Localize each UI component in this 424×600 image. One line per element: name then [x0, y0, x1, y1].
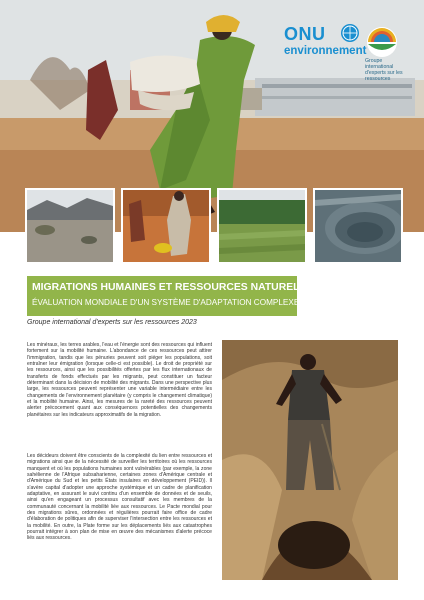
onu-logo-subtext: environnement: [284, 45, 367, 57]
author-line: Groupe international d'experts sur les ressources 2023: [27, 319, 197, 326]
paragraph-2: Les décideurs doivent être conscients de la complexité du lien entre ressources et migrations ainsi que de la nécessité de surveiller les territoires où les ressources manquent et où les populations humaines sont vulnérables (par exemple, la zone sahélienne de l'Afrique subsaharienne, certaines zones d'Amérique centrale et d'Amérique du Sud et les petits États insulaires en développement (PEID)). Il s'avère capital d'adopter une approche systémique et un cadre de planification adaptative, en assurant le suivi continu d'un ensemble de données et de seuils, ainsi qu'en engageant un processus consultatif avec les membres de la communauté concernant la mobilité liée aux ressources. Le Pacte mondial pour des migrations sûres, ordonnées et régulières pourrait faire office de cadre d'élaboration de politiques afin de superviser l'intersection entre les ressources et la mobilité. En outre, la Plate forme sur les déplacements liés aux catastrophes pourrait intégrer à son plan de mise en œuvre des mécanismes d'alerte précoce liés aux ressources.: [27, 453, 212, 542]
onu-logo-text: ONU: [284, 24, 326, 44]
onu-environnement-logo: [284, 24, 367, 64]
irp-rainbow-icon: [362, 24, 402, 58]
un-emblem-icon: [341, 24, 359, 42]
page-subtitle: ÉVALUATION MONDIALE D'UN SYSTÈME D'ADAPTATION COMPLEXE: [32, 298, 300, 307]
title-band: [27, 276, 320, 316]
women-at-well-photo: [121, 188, 211, 264]
paragraph-1: Les minéraux, les terres arables, l'eau et l'énergie sont des ressources qui influent fortement sur la mobilité humaine. L'abondance de ces ressources peut attirer l'immigration, tandis que les pénuries peuvent soit piéger les populations, soit entraîner leur émigration (lorsque celle-ci est possible). Le droit de propriété sur les ressources, ainsi que les possibilités offertes par les flux internationaux de transferts de fonds effectués par les migrants, peut constituer un facteur déterminant dans la décision de mobilité des migrants. Dans une perspective plus large, les ressources peuvent représenter une variable intermédiaire entre les changements de l'environnement planétaire (y compris le changement climatique) et la mobilité humaine. Ainsi, les mesures de la rareté des ressources peuvent alerter précocement quant aux conséquences potentielles des changements planétaires sur les indicateurs approximatifs de la migration.: [27, 342, 212, 418]
irp-logo-text: Groupe international d'experts sur les ressources: [365, 58, 403, 82]
open-pit-mine-photo: [313, 188, 403, 264]
irp-logo: [362, 24, 408, 86]
miner-in-pit-photo: [222, 340, 398, 580]
page-title: MIGRATIONS HUMAINES ET RESSOURCES NATURELLES: [32, 282, 320, 293]
arid-landscape-photo: [25, 188, 115, 264]
forest-field-photo: [217, 188, 307, 264]
